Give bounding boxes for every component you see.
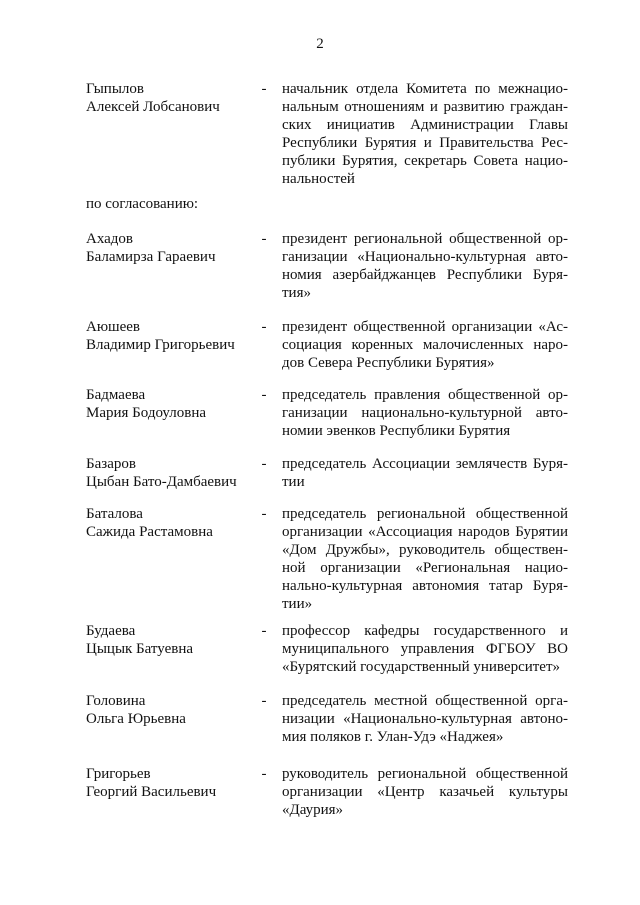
position-line: ной организации «Региональная нацио- — [282, 560, 568, 576]
position-line: номия азербайджанцев Республики Буря- — [282, 267, 568, 283]
member-position — [282, 765, 568, 819]
member-position — [282, 622, 568, 676]
dash-separator: - — [261, 623, 267, 639]
page-number: 2 — [316, 36, 324, 52]
member-given-name: Мария Бодоуловна — [86, 405, 207, 421]
position-line: «Бурятский государственный университет» — [282, 659, 561, 675]
position-line: тия» — [282, 285, 311, 301]
position-line: мия поляков г. Улан-Удэ «Наджея» — [282, 729, 504, 745]
position-line: организации «Центр казачьей культуры — [282, 784, 568, 800]
member-surname: Григорьев — [86, 766, 151, 782]
position-line: ганизации «Национально-культурная авто- — [282, 249, 568, 265]
position-line: низации «Национально-культурная автоно- — [282, 711, 568, 727]
position-line: социация коренных малочисленных наро- — [282, 337, 568, 353]
position-line: номии эвенков Республики Бурятия — [282, 423, 511, 439]
dash-separator: - — [261, 387, 267, 403]
position-line: ганизации национально-культурной авто- — [282, 405, 568, 421]
position-line: руководитель региональной общественной — [282, 766, 568, 782]
position-line: нальным отношениям и развитию граждан- — [282, 99, 568, 115]
member-surname: Баталова — [86, 506, 143, 522]
position-line: председатель правления общественной ор- — [282, 387, 568, 403]
position-line: тии — [282, 474, 305, 490]
position-line: ских инициатив Администрации Главы — [282, 117, 568, 133]
member-position — [282, 455, 568, 491]
member-surname: Головина — [86, 693, 146, 709]
position-line: тии» — [282, 596, 313, 612]
member-surname: Аюшеев — [86, 319, 140, 335]
member-surname: Базаров — [86, 456, 136, 472]
position-line: председатель региональной общественной — [282, 506, 568, 522]
position-line: публики Бурятия, секретарь Совета нацио- — [282, 153, 568, 169]
dash-separator: - — [261, 456, 267, 472]
position-line: «Даурия» — [282, 802, 344, 818]
member-surname: Бадмаева — [86, 387, 146, 403]
dash-separator: - — [261, 319, 267, 335]
member-name — [86, 622, 256, 658]
position-line: дов Севера Республики Бурятия» — [282, 355, 495, 371]
member-given-name: Цыбан Бато-Дамбаевич — [86, 474, 237, 490]
member-surname: Гыпылов — [86, 81, 144, 97]
member-name — [86, 80, 256, 116]
member-name — [86, 455, 256, 491]
position-line: президент общественной организации «Ас- — [282, 319, 568, 335]
position-line: нально-культурная автономия татар Буря- — [282, 578, 568, 594]
section-label-by-agreement: по согласованию: — [86, 196, 199, 212]
position-line: муниципального управления ФГБОУ ВО — [282, 641, 568, 657]
member-given-name: Георгий Васильевич — [86, 784, 217, 800]
position-line: начальник отдела Комитета по межнацио- — [282, 81, 568, 97]
member-name — [86, 692, 256, 728]
member-position — [282, 692, 568, 746]
position-line: «Дом Дружбы», руководитель обществен- — [282, 542, 568, 558]
position-line: профессор кафедры государственного и — [282, 623, 568, 639]
position-line: Республики Бурятия и Правительства Рес- — [282, 135, 568, 151]
member-position — [282, 230, 568, 302]
member-given-name: Ольга Юрьевна — [86, 711, 186, 727]
member-name — [86, 505, 256, 541]
member-name — [86, 386, 256, 422]
member-surname: Ахадов — [86, 231, 134, 247]
dash-separator: - — [261, 81, 267, 97]
position-line: президент региональной общественной ор- — [282, 231, 568, 247]
member-given-name: Сажида Растамовна — [86, 524, 213, 540]
dash-separator: - — [261, 506, 267, 522]
position-line: организации «Ассоциация народов Бурятии — [282, 524, 568, 540]
member-given-name: Алексей Лобсанович — [86, 99, 220, 115]
member-position — [282, 318, 568, 372]
dash-separator: - — [261, 766, 267, 782]
dash-separator: - — [261, 231, 267, 247]
member-position — [282, 505, 568, 613]
member-name — [86, 230, 256, 266]
member-given-name: Владимир Григорьевич — [86, 337, 235, 353]
member-given-name: Цыцык Батуевна — [86, 641, 194, 657]
position-line: председатель Ассоциации землячеств Буря- — [282, 456, 568, 472]
member-name — [86, 765, 256, 801]
member-name — [86, 318, 256, 354]
dash-separator: - — [261, 693, 267, 709]
member-position — [282, 80, 568, 188]
position-line: председатель местной общественной орга- — [282, 693, 568, 709]
member-surname: Будаева — [86, 623, 136, 639]
member-position — [282, 386, 568, 440]
position-line: нальностей — [282, 171, 355, 187]
member-given-name: Баламирза Гараевич — [86, 249, 216, 265]
